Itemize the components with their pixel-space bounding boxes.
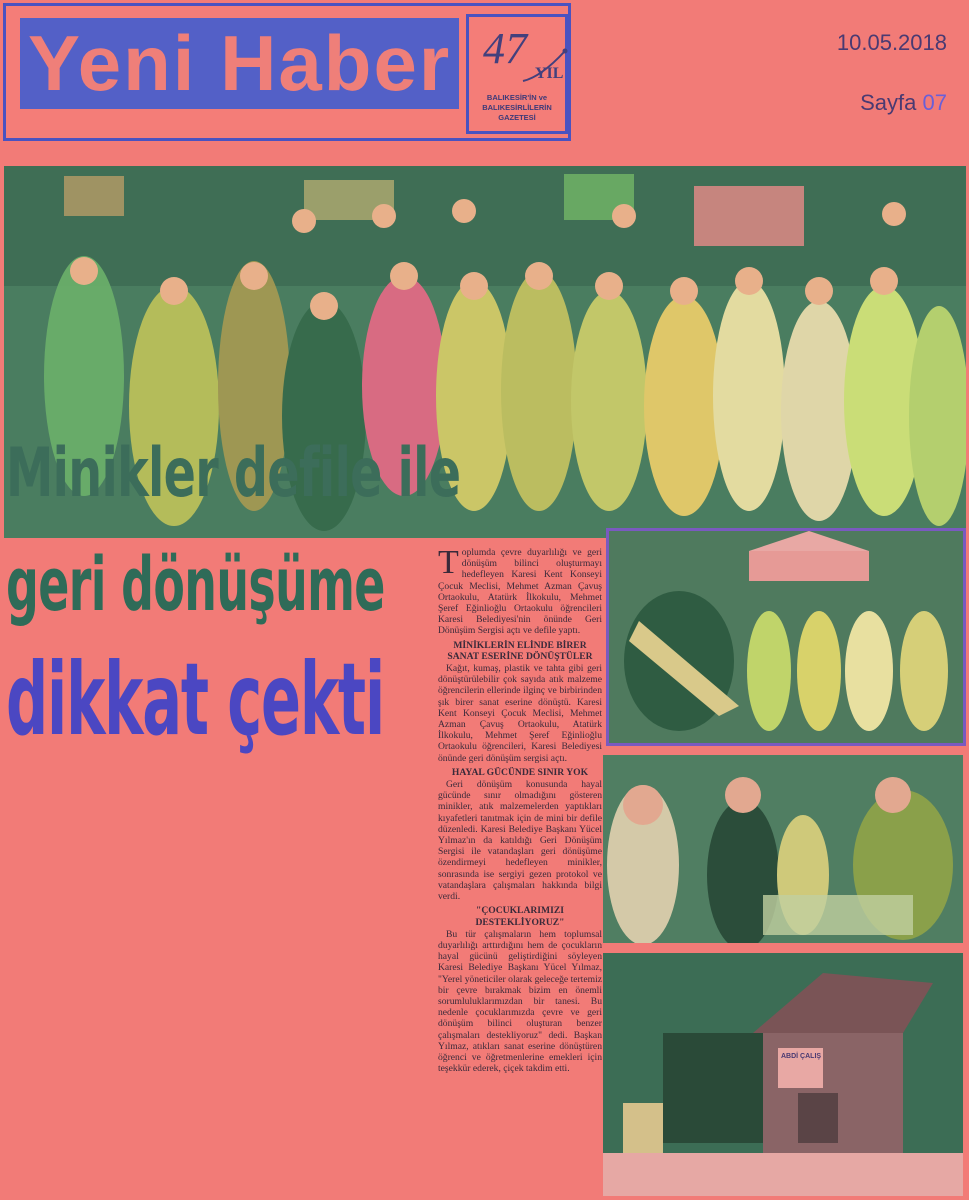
newspaper-name: Yeni Haber: [20, 18, 459, 109]
headline-line-3: dikkat çekti: [6, 641, 384, 758]
article-paragraph-3: Bu tür çalışmaların hem toplumsal duyarlılığı arttırdığını hem de çocukların hayal gücünü geliştirdiğini söyleyen Karesi Belediye Başkanı Yücel Yılmaz, "Yerel yöneticiler olarak geleceğe tertemiz bir çevre bırakmak bizim en önemli sorumluluklarımızdan bir tanesi. Bu nedenle çocuklarımızda çevre ve geri dönüşüm bilinci oluşturan benzer çalışmaları destekliyoruz" dedi. Başkan Yılmaz, atıkları sanat eserine dönüştüren öğrenci ve öğretmenlerine emekleri için teşekkür ederek, çiçek takdim etti.: [438, 928, 602, 1075]
badge-number: 47: [483, 24, 527, 73]
fashion-show-photo: [606, 528, 966, 746]
headline-line-2: geri dönüşüme: [6, 542, 385, 628]
drop-cap: T: [438, 547, 459, 581]
subheading-3: "ÇOCUKLARIMIZI DESTEKLİYORUZ": [475, 905, 565, 928]
article-body: [438, 547, 602, 1199]
page-label: Sayfa: [860, 90, 917, 115]
subheading-1: MİNİKLERİN ELİNDE BİRER SANAT ESERİNE DÖNÜŞTÜLER: [447, 639, 593, 662]
badge-subtitle: BALIKESİR'İN ve BALIKESİRLİLERİN GAZETESİ: [482, 93, 552, 122]
exhibition-photo: [603, 755, 963, 943]
page-number: 07: [922, 90, 947, 115]
subheading-2: HAYAL GÜCÜNDE SINIR YOK: [451, 766, 589, 778]
badge-unit: YIL: [535, 65, 564, 82]
masthead: [3, 3, 571, 141]
article-paragraph-1: Kağıt, kumaş, plastik ve tahta gibi geri dönüştürülebilir çok sayıda atık malzeme öğrencilerin ellerinde ilginç ve birbirinden şık birer sanat eserine dönüştü. Karesi Kent Konseyi Çocuk Meclisi, Mehmet Azman Çavuş Ortaokulu, Atatürk İlkokulu, Mehmet Şeref Eğinlioğlu Ortaokulu öğrencileri, Karesi Belediyesi önünde geri dönüşüm sergisi açtı.: [438, 663, 602, 764]
house-sign: ABDİ ÇALIŞ: [781, 1053, 822, 1060]
page-indicator: [860, 90, 947, 116]
recycled-house-photo: [603, 953, 963, 1196]
article-intro: Toplumda çevre duyarlılığı ve geri dönüşüm bilinci oluşturmayı hedefleyen Karesi Kent Konseyi Çocuk Meclisi, Mehmet Azman Çavuş Ortaokulu, Atatürk İlkokulu, Mehmet Şeref Eğinlioğlu Ortaokulu öğrencileri Karesi Belediyesi'nin önünde Geri Dönüşüm Sergisi açtı ve defile yaptı.: [438, 547, 602, 637]
headline-line-1: Minikler defile ile: [6, 434, 461, 513]
issue-date: 10.05.2018: [836, 30, 947, 55]
article-paragraph-2: Geri dönüşüm konusunda hayal gücünde sınır olmadığını gösteren minikler, atık malzemelerden yaptıkları kıyafetleri tanıtmak için de mini bir defile düzenledi. Karesi Belediye Başkanı Yücel Yılmaz'ın da katıldığı Geri Dönüşüm Sergisi ile vatandaşları geri dönüşüme özendirmeyi hedefleyen minikler, sonrasında ise sergiyi gezen protokol ve vatandaşlara çalışmaları hakkında bilgi verdi.: [438, 779, 602, 903]
anniversary-badge: [466, 14, 568, 134]
